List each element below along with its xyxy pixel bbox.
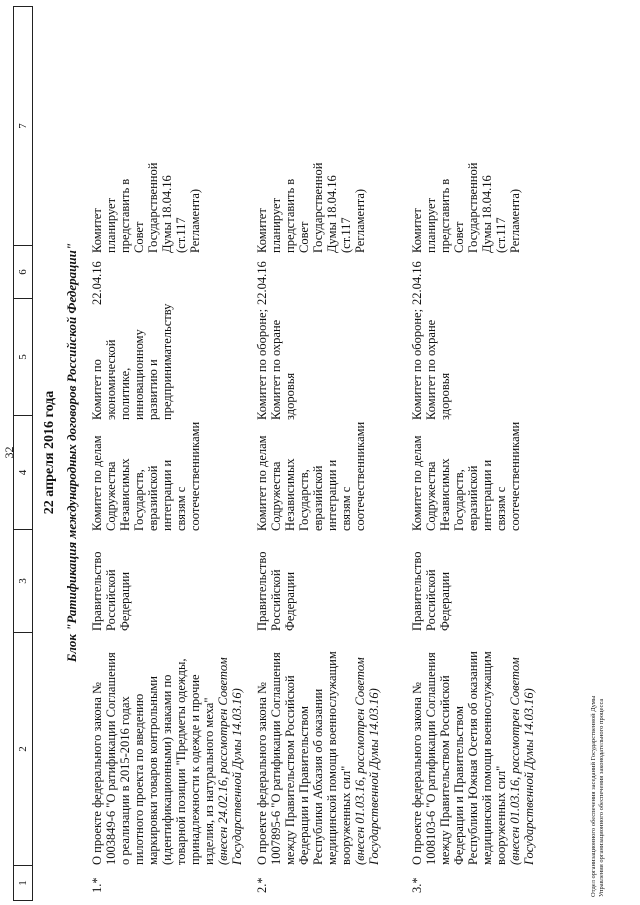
co-committee: Комитет по обороне; Комитет по охране здоровья — [410, 308, 452, 420]
block-heading: Блок "Ратификация международных договоров Российской Федерации" — [64, 242, 79, 663]
col-number-7: 7 — [17, 123, 29, 129]
status-note: Комитет планирует представить в Совет Государственной Думы 18.04.16 (ст.117 Регламента) — [90, 162, 202, 253]
col-number-2: 2 — [14, 632, 32, 865]
responsible-committee: Комитет по делам Содружества Независимых Государств, евразийской интеграции и связям с соотечественниками — [410, 421, 522, 531]
bill-note: (внесен 01.03.16, рассмотрен Советом Государственной Думы 14.03.16) — [508, 657, 536, 865]
review-date: 22.04.16 — [90, 261, 104, 305]
bill-title: О проекте федерального закона № 1008103-6 "О ратификации Соглашения между Правительством Российской Федерации и Правительством Республики Южная Осетия об оказании медицинской помощи военнослужащим вооруженных сил" — [410, 651, 508, 865]
row-number: 2.* — [255, 877, 269, 893]
bill-title: О проекте федерального закона № 1003849-6 "О ратификации Соглашения о реализации в 2015-2016 годах пилотного проекта по введению маркировки товаров контрольными (идентификационными) знаками по товарной позиции "Предметы одежды, принадлежности к одежде и прочие изделия, из натурального меха" — [90, 652, 216, 865]
status-note: Комитет планирует представить в Совет Государственной Думы 18.04.16 (ст.117 Регламента) — [255, 162, 367, 253]
bill-title: О проекте федерального закона № 1007895-6 "О ратификации Соглашения между Правительством Российской Федерации и Правительством Республики Абхазия об оказании медицинской помощи военнослужащим вооруженных сил" — [255, 651, 353, 865]
initiator: Правительство Российской Федерации — [255, 551, 297, 631]
date-heading: 22 апреля 2016 года — [42, 390, 57, 515]
responsible-committee: Комитет по делам Содружества Независимых Государств, евразийской интеграции и связям с соотечественниками — [255, 421, 367, 531]
bill-title-cell — [255, 643, 381, 865]
col-number-4: 4 — [14, 415, 32, 529]
footer-line-2: Управления организационного обеспечения законодательного процесса — [598, 698, 605, 897]
initiator: Правительство Российской Федерации — [90, 551, 132, 631]
responsible-committee: Комитет по делам Содружества Независимых Государств, евразийской интеграции и связям с соотечественниками — [90, 421, 202, 531]
initiator: Правительство Российской Федерации — [410, 551, 452, 631]
row-number: 1.* — [90, 877, 104, 893]
co-committee: Комитет по экономической политике, инновационному развитию и предпринимательству — [90, 303, 174, 420]
review-date: 22.04.16 — [255, 261, 269, 305]
bill-title-cell — [410, 643, 536, 865]
co-committee: Комитет по обороне; Комитет по охране здоровья — [255, 308, 297, 420]
bill-note: (внесен 01.03.16, рассмотрен Советом Государственной Думы 14.03.16) — [353, 657, 381, 865]
footer — [590, 696, 606, 897]
col-number-6: 6 — [14, 245, 32, 298]
col-number-1: 1 — [14, 865, 32, 900]
page-number: 32 — [2, 446, 16, 459]
col-number-5: 5 — [14, 298, 32, 415]
row-number: 3.* — [410, 877, 424, 893]
column-number-header — [13, 6, 33, 901]
review-date: 22.04.16 — [410, 261, 424, 305]
status-note: Комитет планирует представить в Совет Государственной Думы 18.04.16 (ст.117 Регламента) — [410, 162, 522, 253]
footer-line-1: Отдел организационного обеспечения заседаний Государственной Думы — [590, 695, 597, 897]
bill-note: (внесен 24.02.16, рассмотрен Советом Государственной Думы 14.03.16) — [216, 657, 244, 865]
col-number-3: 3 — [14, 529, 32, 632]
bill-title-cell — [90, 643, 244, 865]
